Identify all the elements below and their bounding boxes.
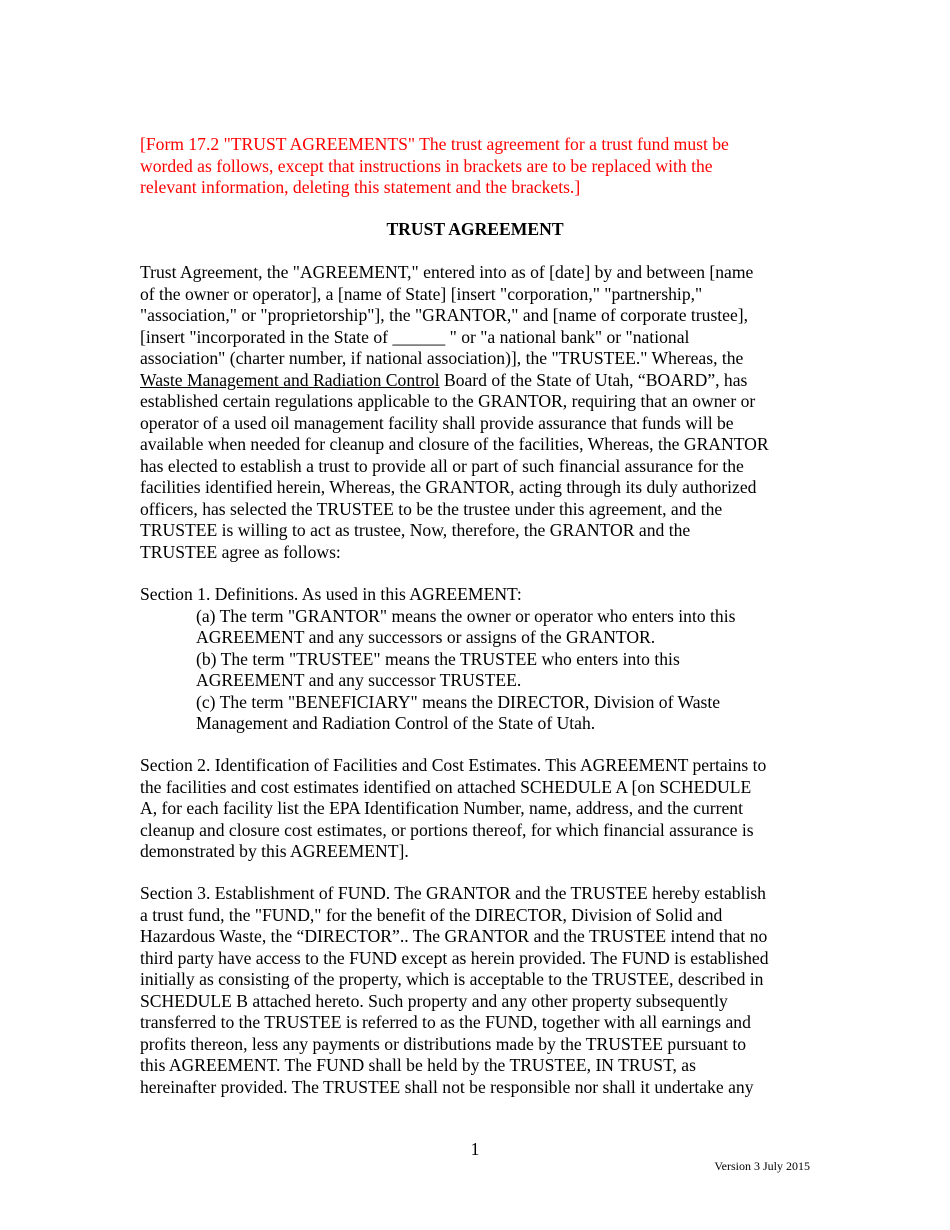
paragraph-line: association" (charter number, if national association)], the "TRUSTEE." Whereas, the <box>140 348 744 368</box>
paragraph-line: TRUSTEE agree as follows: <box>140 541 341 562</box>
section-heading: Section 1. Definitions. As used in this AGREEMENT: <box>140 584 522 604</box>
section-1 <box>140 584 820 735</box>
paragraph-line: profits thereon, less any payments or distributions made by the TRUSTEE pursuant to <box>140 1033 747 1054</box>
instruction-note <box>140 134 820 199</box>
page-number: 1 <box>470 1139 480 1159</box>
definition-line: (c) The term "BENEFICIARY" means the DIRECTOR, Division of Waste <box>196 691 721 712</box>
paragraph-line: Section 2. Identification of Facilities and Cost Estimates. This AGREEMENT pertains to <box>140 755 767 775</box>
underlined-board-name: Waste Management and Radiation Control <box>140 369 440 390</box>
paragraph-line: Section 3. Establishment of FUND. The GRANTOR and the TRUSTEE hereby establish <box>140 883 766 903</box>
paragraph-line: transferred to the TRUSTEE is referred to as the FUND, together with all earnings and <box>140 1012 751 1032</box>
paragraph-line: initially as consisting of the property, which is acceptable to the TRUSTEE, described in <box>140 969 764 989</box>
instruction-line: relevant information, deleting this statement and the brackets.] <box>140 177 581 197</box>
paragraph-line: SCHEDULE B attached hereto. Such property and any other property subsequently <box>140 990 728 1011</box>
paragraph-line: a trust fund, the "FUND," for the benefit of the DIRECTOR, Division of Solid and <box>140 904 723 925</box>
paragraph-line: Hazardous Waste, the “DIRECTOR”.. The GRANTOR and the TRUSTEE intend that no <box>140 926 768 946</box>
instruction-line: worded as follows, except that instructions in brackets are to be replaced with the <box>140 155 713 176</box>
definition-line: AGREEMENT and any successors or assigns of the GRANTOR. <box>196 627 656 647</box>
instruction-line: [Form 17.2 "TRUST AGREEMENTS" The trust agreement for a trust fund must be <box>140 134 729 154</box>
paragraph-line: this AGREEMENT. The FUND shall be held by the TRUSTEE, IN TRUST, as <box>140 1055 696 1075</box>
paragraph-line: facilities identified herein, Whereas, the GRANTOR, acting through its duly authorized <box>140 477 757 497</box>
paragraph-line: [insert "incorporated in the State of ______ " or "a national bank" or "national <box>140 326 690 347</box>
paragraph-line: A, for each facility list the EPA Identification Number, name, address, and the current <box>140 798 743 818</box>
paragraph-line: hereinafter provided. The TRUSTEE shall not be responsible nor shall it undertake any <box>140 1076 754 1097</box>
paragraph-line: of the owner or operator], a [name of State] [insert "corporation," "partnership," <box>140 283 703 304</box>
definition-line: AGREEMENT and any successor TRUSTEE. <box>196 670 522 690</box>
paragraph-line: cleanup and closure cost estimates, or portions thereof, for which financial assurance is <box>140 819 754 840</box>
paragraph-line: the facilities and cost estimates identified on attached SCHEDULE A [on SCHEDULE <box>140 776 752 797</box>
definition-line: (a) The term "GRANTOR" means the owner or operator who enters into this <box>196 605 736 626</box>
paragraph-line: officers, has selected the TRUSTEE to be the trustee under this agreement, and the <box>140 498 723 519</box>
paragraph-line: "association," or "proprietorship"], the "GRANTOR," and [name of corporate trustee], <box>140 305 749 325</box>
paragraph-line: TRUSTEE is willing to act as trustee, Now, therefore, the GRANTOR and the <box>140 520 691 540</box>
definition-line: (b) The term "TRUSTEE" means the TRUSTEE who enters into this <box>196 648 680 669</box>
paragraph-fragment: Board of the State of Utah, “BOARD”, has <box>439 369 748 390</box>
version-label: Version 3 July 2015 <box>714 1159 810 1173</box>
paragraph-line: has elected to establish a trust to provide all or part of such financial assurance for the <box>140 455 744 476</box>
paragraph-line: operator of a used oil management facility shall provide assurance that funds will be <box>140 412 734 433</box>
paragraph-line: established certain regulations applicable to the GRANTOR, requiring that an owner or <box>140 391 756 411</box>
intro-paragraph <box>140 262 820 563</box>
paragraph-line: demonstrated by this AGREEMENT]. <box>140 841 409 861</box>
definition-line: Management and Radiation Control of the State of Utah. <box>196 713 596 733</box>
paragraph-line <box>140 370 820 392</box>
section-2 <box>140 755 820 863</box>
paragraph-line: third party have access to the FUND except as herein provided. The FUND is established <box>140 947 769 968</box>
paragraph-line: Trust Agreement, the "AGREEMENT," entered into as of [date] by and between [name <box>140 262 754 282</box>
paragraph-line: available when needed for cleanup and closure of the facilities, Whereas, the GRANTOR <box>140 434 769 454</box>
section-3 <box>140 883 820 1098</box>
document-title: TRUST AGREEMENT <box>386 219 564 239</box>
